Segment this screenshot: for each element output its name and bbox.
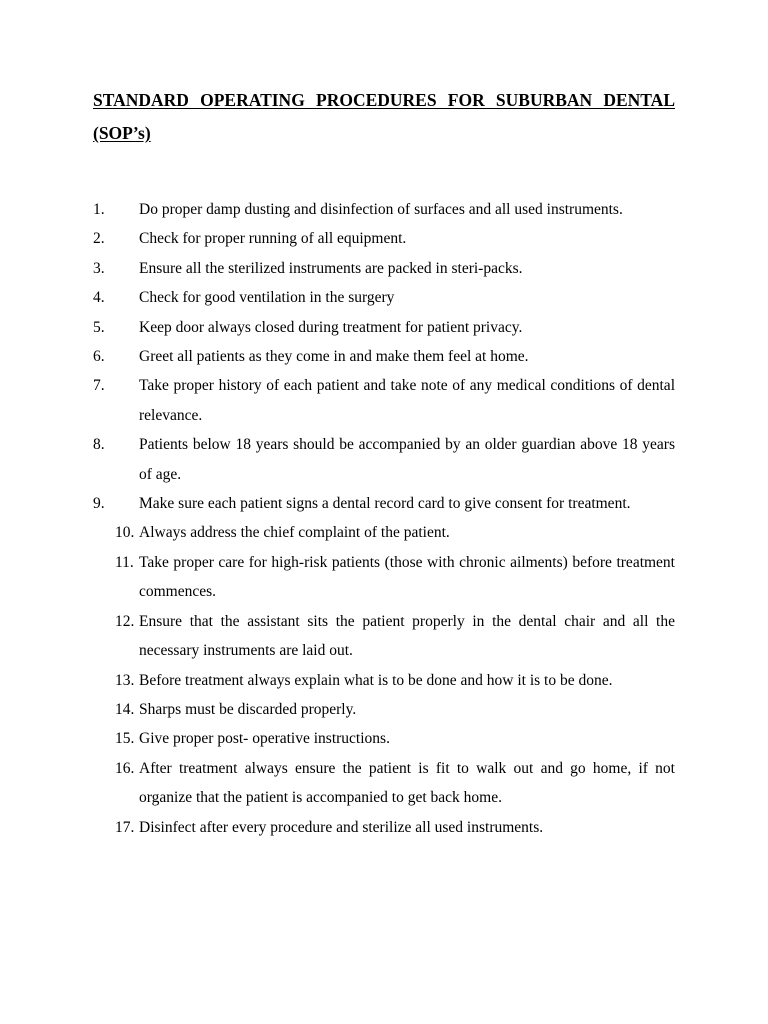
- list-item: [93, 607, 675, 666]
- list-item-number: 4.: [93, 289, 105, 307]
- list-item-number: 3.: [93, 259, 105, 277]
- list-item-text: Check for proper running of all equipment.: [139, 230, 407, 248]
- list-item-number: 13.: [115, 671, 135, 689]
- list-item-number: 12.: [115, 612, 135, 630]
- list-item-text: Before treatment always explain what is to be done and how it is to be done.: [139, 671, 613, 689]
- list-item-text: Patients below 18 years should be accompanied by an older guardian above 18 years of age.: [139, 436, 675, 483]
- list-item-text: Ensure that the assistant sits the patient properly in the dental chair and all the necessary instruments are laid out.: [139, 612, 675, 660]
- list-item-text: Ensure all the sterilized instruments are packed in steri-packs.: [139, 259, 523, 277]
- list-item: [93, 754, 675, 813]
- list-item: [93, 813, 675, 842]
- document-title-text: STANDARD OPERATING PROCEDURES FOR SUBURBAN DENTAL (SOP’s): [93, 90, 675, 143]
- list-item-number: 11.: [115, 553, 134, 571]
- sop-list: [93, 195, 675, 842]
- list-item: [93, 489, 675, 518]
- list-item: [93, 313, 675, 342]
- list-item-number: 15.: [115, 730, 135, 748]
- list-item-number: 14.: [115, 700, 135, 718]
- list-item-text: Always address the chief complaint of the patient.: [139, 524, 450, 542]
- list-item: [93, 224, 675, 253]
- list-item-text: Make sure each patient signs a dental record card to give consent for treatment.: [139, 495, 631, 513]
- list-item-number: 7.: [93, 377, 105, 395]
- list-item: [93, 695, 675, 724]
- list-item-number: 5.: [93, 318, 105, 336]
- list-item: [93, 371, 675, 430]
- list-item-number: 1.: [93, 201, 105, 218]
- list-item-text: Keep door always closed during treatment for patient privacy.: [139, 318, 523, 336]
- list-item-text: Check for good ventilation in the surgery: [139, 289, 395, 307]
- list-item: [93, 430, 675, 489]
- list-item-text: Take proper history of each patient and take note of any medical conditions of dental relevance.: [139, 377, 675, 424]
- list-item-number: 6.: [93, 348, 105, 366]
- list-item-text: Take proper care for high-risk patients (those with chronic ailments) before treatment commences.: [139, 553, 675, 601]
- list-item-number: 9.: [93, 495, 105, 513]
- list-item-text: After treatment always ensure the patient is fit to walk out and go home, if not organize that the patient is accompanied to get back home.: [139, 759, 675, 807]
- list-item-text: Give proper post- operative instructions.: [139, 730, 390, 748]
- list-item-text: Sharps must be discarded properly.: [139, 700, 357, 718]
- document-title: [93, 84, 675, 150]
- list-item-number: 10.: [115, 524, 135, 542]
- list-item-number: 17.: [115, 818, 135, 836]
- list-item: [93, 195, 675, 224]
- list-item-number: 2.: [93, 230, 105, 248]
- list-item: [93, 254, 675, 283]
- list-item: [93, 724, 675, 753]
- list-item-text: Disinfect after every procedure and sterilize all used instruments.: [139, 818, 544, 836]
- list-item-number: 8.: [93, 436, 105, 454]
- list-item: [93, 518, 675, 547]
- list-item-number: 16.: [115, 759, 135, 777]
- list-item: [93, 548, 675, 607]
- list-item: [93, 283, 675, 312]
- list-item: [93, 666, 675, 695]
- list-item: [93, 342, 675, 371]
- list-item-text: Do proper damp dusting and disinfection of surfaces and all used instruments.: [139, 201, 623, 218]
- list-item-text: Greet all patients as they come in and make them feel at home.: [139, 348, 529, 366]
